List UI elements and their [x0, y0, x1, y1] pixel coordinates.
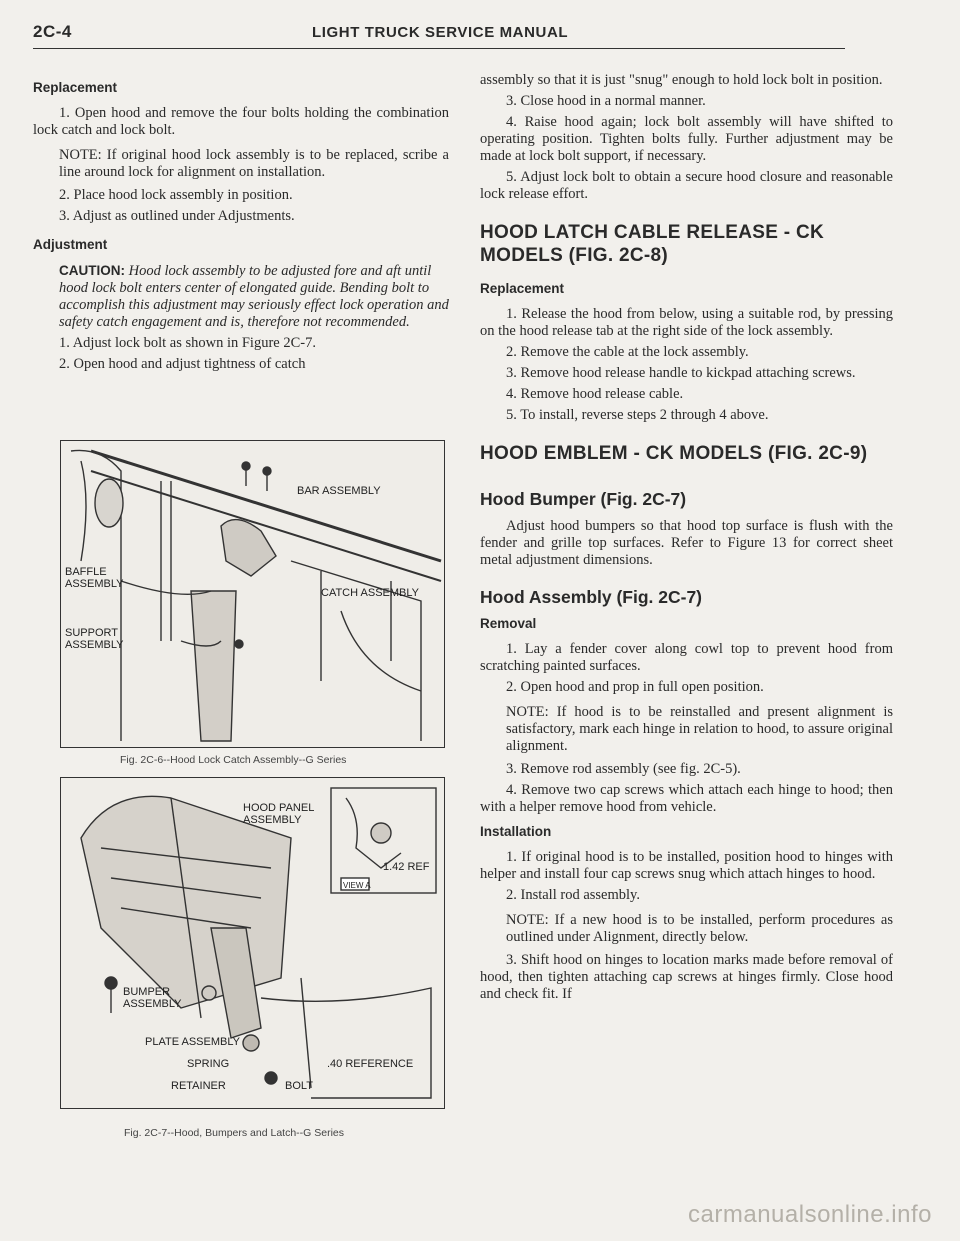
manual-title: LIGHT TRUCK SERVICE MANUAL [312, 24, 569, 41]
figure-2c-7-caption: Fig. 2C-7--Hood, Bumpers and Latch--G Series [124, 1127, 345, 1139]
removal-step-4: 4. Remove two cap screws which attach each hinge to hood; then with a helper remove hood from vehicle. [480, 782, 893, 815]
label-bumper-assembly: BUMPER ASSEMBLY [123, 986, 182, 1010]
label-spring: SPRING [187, 1058, 230, 1070]
removal-step-2: 2. Open hood and prop in full open position. [506, 679, 764, 695]
installation-note: NOTE: If a new hood is to be installed, perform procedures as outlined under Alignment, directly below. [506, 912, 893, 945]
label-baffle-assembly: BAFFLE ASSEMBLY [65, 566, 124, 590]
replacement-step-3: 3. Adjust as outlined under Adjustments. [59, 208, 295, 224]
label-40-reference: .40 REFERENCE [327, 1058, 414, 1070]
label-plate-assembly: PLATE ASSEMBLY [145, 1036, 240, 1048]
replacement-heading: Replacement [33, 80, 118, 95]
installation-step-2: 2. Install rod assembly. [506, 887, 640, 903]
cable-release-heading: HOOD LATCH CABLE RELEASE - CK MODELS (FIG. 2C-8) [480, 222, 825, 266]
adjust-step-3: 3. Close hood in a normal manner. [506, 93, 706, 109]
hood-bumper-text: Adjust hood bumpers so that hood top surface is flush with the fender and grille top surfaces. Refer to Figure 13 for correct sheet metal adjustment dimensions. [480, 518, 893, 568]
label-hood-panel-assembly: HOOD PANEL ASSEMBLY [243, 802, 315, 826]
figure-2c-6 [60, 440, 445, 748]
hood-assembly-heading: Hood Assembly (Fig. 2C-7) [480, 587, 703, 607]
caution-text: Hood lock assembly to be adjusted fore and aft until hood lock bolt enters center of elongated guide. Bending bolt to accomplish this adjustment may seriously effect lock operation and safety catch engagement and is, therefore not recommended. [59, 263, 449, 330]
cable-step-5: 5. To install, reverse steps 2 through 4 above. [506, 407, 769, 423]
label-retainer: RETAINER [171, 1080, 226, 1092]
right-column [480, 72, 893, 1007]
label-support-assembly: SUPPORT ASSEMBLY [65, 627, 124, 651]
cable-step-4: 4. Remove hood release cable. [506, 386, 684, 402]
cable-step-2: 2. Remove the cable at the lock assembly. [506, 344, 749, 360]
replacement-note: NOTE: If original hood lock assembly is to be replaced, scribe a line around lock for alignment on installation. [59, 147, 449, 180]
cable-step-1: 1. Release the hood from below, using a suitable rod, by pressing on the hood release tab at the right side of the lock assembly. [480, 306, 893, 339]
replacement-step-2: 2. Place hood lock assembly in position. [59, 187, 293, 203]
adjustment-step-2: 2. Open hood and adjust tightness of catch [59, 356, 306, 372]
adjustment-heading: Adjustment [33, 237, 108, 252]
removal-note: NOTE: If hood is to be reinstalled and present alignment is satisfactory, mark each hinge in relation to hood, to assure original alignment. [506, 704, 893, 754]
header-rule [33, 48, 845, 49]
label-catch-assembly: CATCH ASSEMBLY [321, 587, 420, 599]
page-number: 2C-4 [33, 22, 72, 41]
figure-2c-7 [60, 777, 445, 1109]
label-bolt: BOLT [285, 1080, 313, 1092]
figure-2c-6-caption: Fig. 2C-6--Hood Lock Catch Assembly--G Series [120, 754, 347, 766]
cable-step-3: 3. Remove hood release handle to kickpad attaching screws. [506, 365, 856, 381]
removal-heading: Removal [480, 616, 537, 631]
site-watermark: carmanualsonline.info [688, 1201, 932, 1228]
left-column [33, 72, 449, 377]
hood-bumper-heading: Hood Bumper (Fig. 2C-7) [480, 489, 687, 509]
installation-step-3: 3. Shift hood on hinges to location marks made before removal of hood, then tighten attaching cap screws at hinges firmly. Close hood and check fit. If [480, 952, 893, 1002]
adjust-step-4: 4. Raise hood again; lock bolt assembly will have shifted to operating position. Tighten bolts fully. Further adjustment may be made at lock bolt support, if necessary. [480, 114, 893, 164]
label-bar-assembly: BAR ASSEMBLY [297, 485, 381, 497]
removal-step-1: 1. Lay a fender cover along cowl top to prevent hood from scratching painted surfaces. [480, 641, 893, 674]
caution-label: CAUTION: [59, 263, 125, 278]
label-1-42-ref: 1.42 REF [383, 861, 430, 873]
hood-emblem-heading: HOOD EMBLEM - CK MODELS (FIG. 2C-9) [480, 443, 868, 464]
removal-step-3: 3. Remove rod assembly (see fig. 2C-5). [506, 761, 741, 777]
replacement-step-1: 1. Open hood and remove the four bolts holding the combination lock catch and lock bolt. [33, 105, 449, 138]
installation-heading: Installation [480, 824, 552, 839]
adjustment-step-1: 1. Adjust lock bolt as shown in Figure 2C-7. [59, 335, 316, 351]
cable-replacement-heading: Replacement [480, 281, 565, 296]
label-view-a: VIEW A [343, 881, 371, 890]
continued-text: assembly so that it is just "snug" enough to hold lock bolt in position. [480, 72, 883, 88]
installation-step-1: 1. If original hood is to be installed, position hood to hinges with helper and install four cap screws snug which attach hinges to hood. [480, 849, 893, 882]
caution-block [59, 262, 449, 331]
adjust-step-5: 5. Adjust lock bolt to obtain a secure hood closure and reasonable lock release effort. [480, 169, 893, 202]
